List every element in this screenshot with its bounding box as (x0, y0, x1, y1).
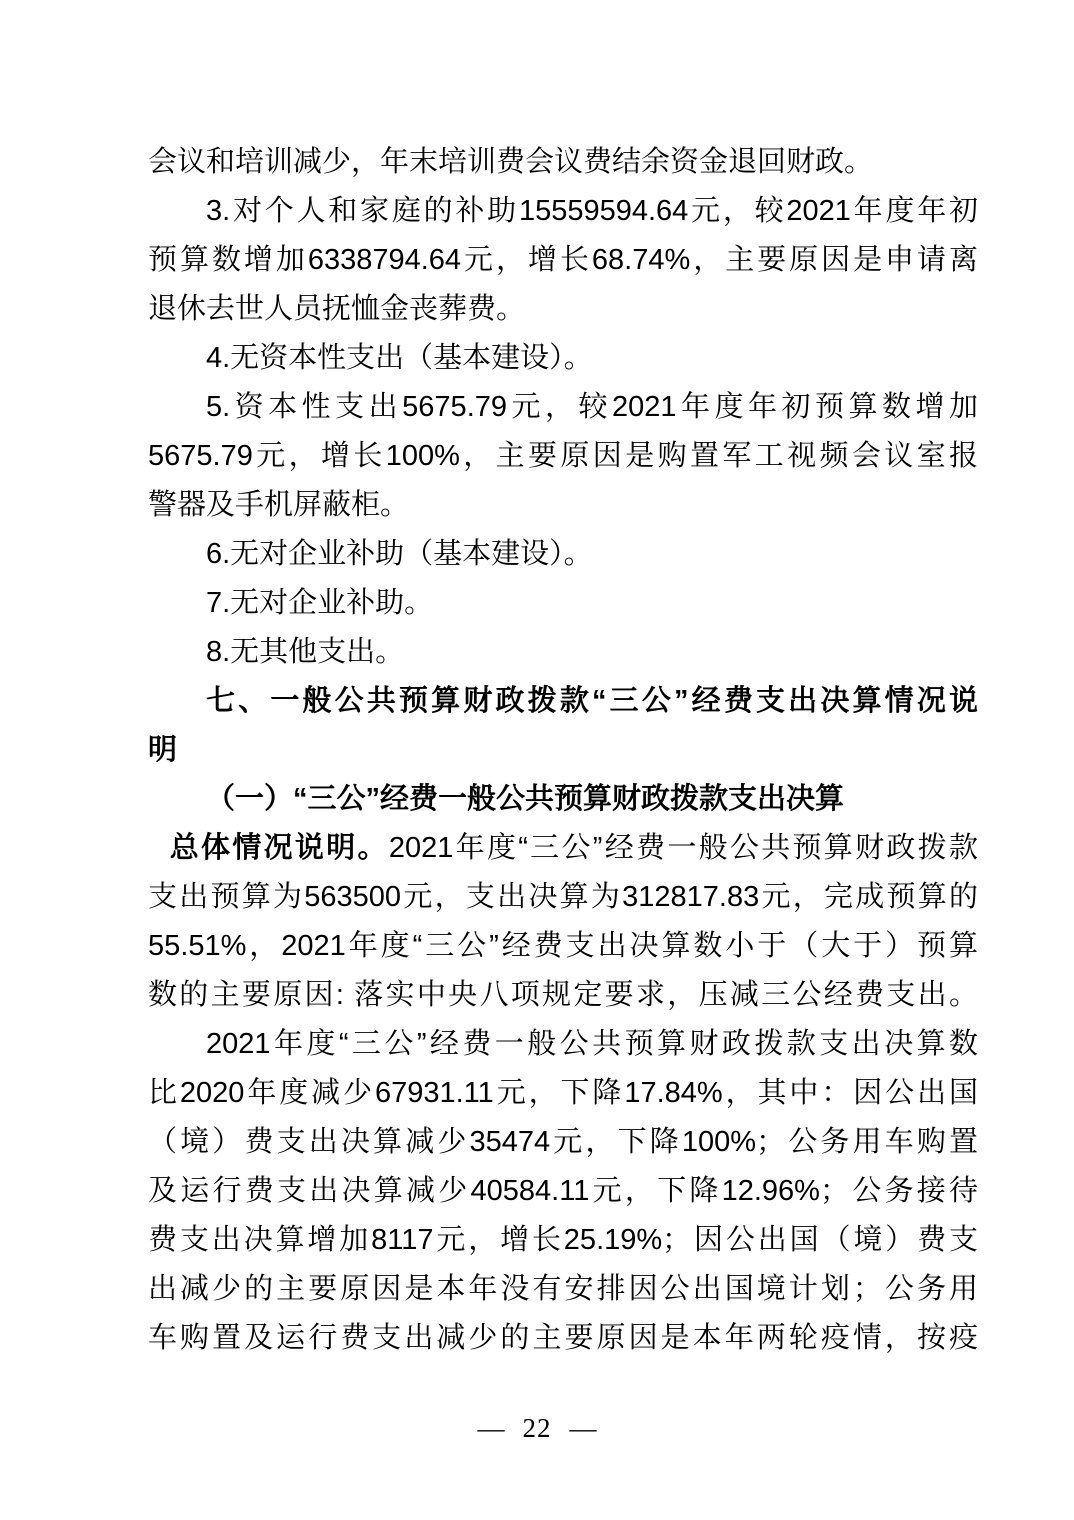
line-text: 七、一般公共预算财政拨款“三公”经费支出决算情况说 (206, 685, 978, 717)
text-line (148, 530, 978, 579)
line-text: 出减少的主要原因是本年没有安排因公出国境计划；公务用 (148, 1273, 978, 1305)
text-line (148, 971, 978, 1020)
line-text: 7.无对企业补助。 (206, 587, 434, 619)
text-line (148, 1314, 978, 1363)
line-text: 车购置及运行费支出减少的主要原因是本年两轮疫情，按疫 (148, 1322, 978, 1354)
text-line (148, 481, 978, 530)
text-line (148, 1020, 978, 1069)
line-text: 8.无其他支出。 (206, 636, 405, 668)
page-footer (0, 1404, 1074, 1453)
line-text: 55.51%，2021年度“三公”经费支出决算数小于（大于）预算 (148, 930, 978, 962)
line-text: 会议和培训减少，年末培训费会议费结余资金退回财政。 (148, 146, 874, 178)
text-line (148, 677, 978, 726)
line-text: 支出预算为563500元，支出决算为312817.83元，完成预算的 (148, 881, 978, 913)
line-text: 明 (148, 734, 178, 766)
line-text: 2021年度“三公”经费一般公共预算财政拨款 (388, 832, 978, 864)
line-text: 4.无资本性支出（基本建设）。 (206, 342, 593, 374)
text-line (148, 138, 978, 187)
line-text: （一）“三公”经费一般公共预算财政拨款支出决算 (206, 783, 845, 815)
bold-lead-in: 总体情况说明。 (169, 832, 389, 864)
line-text: 退休去世人员抚恤金丧葬费。 (148, 293, 526, 325)
text-line (148, 383, 978, 432)
line-text: 警器及手机屏蔽柜。 (148, 489, 410, 521)
text-line (148, 726, 978, 775)
text-line (148, 285, 978, 334)
text-line (148, 432, 978, 481)
text-line (148, 628, 978, 677)
text-line (148, 1167, 978, 1216)
footer-dash-right: — (569, 1413, 597, 1443)
line-text: 3.对个人和家庭的补助15559594.64元，较2021年度年初 (206, 195, 978, 227)
page-number: 22 (522, 1413, 552, 1443)
text-line (148, 579, 978, 628)
line-text: 2021年度“三公”经费一般公共预算财政拨款支出决算数 (206, 1028, 978, 1060)
line-text: 6.无对企业补助（基本建设）。 (206, 538, 593, 570)
text-line (148, 187, 978, 236)
line-text: 预算数增加6338794.64元，增长68.74%，主要原因是申请离 (148, 244, 978, 276)
line-text: 及运行费支出决算减少40584.11元，下降12.96%；公务接待 (148, 1175, 978, 1207)
line-text: 数的主要原因: 落实中央八项规定要求，压减三公经费支出。 (148, 979, 978, 1011)
line-text: 费支出决算增加8117元，增长25.19%；因公出国（境）费支 (148, 1224, 978, 1256)
line-text: （境）费支出决算减少35474元，下降100%；公务用车购置 (148, 1126, 978, 1158)
line-text: 5.资本性支出5675.79元，较2021年度年初预算数增加 (206, 391, 978, 423)
line-text: 5675.79元，增长100%，主要原因是购置军工视频会议室报 (148, 440, 978, 472)
text-line (148, 922, 978, 971)
text-line (148, 1069, 978, 1118)
text-line (148, 236, 978, 285)
footer-dash-left: — (477, 1413, 505, 1443)
text-line (148, 873, 978, 922)
text-line (148, 334, 978, 383)
text-line (148, 1265, 978, 1314)
text-line (148, 1118, 978, 1167)
document-body (148, 138, 978, 1363)
text-line (148, 775, 978, 824)
text-line (148, 824, 978, 873)
line-text: 比2020年度减少67931.11元，下降17.84%，其中：因公出国 (148, 1077, 978, 1109)
text-line (148, 1216, 978, 1265)
